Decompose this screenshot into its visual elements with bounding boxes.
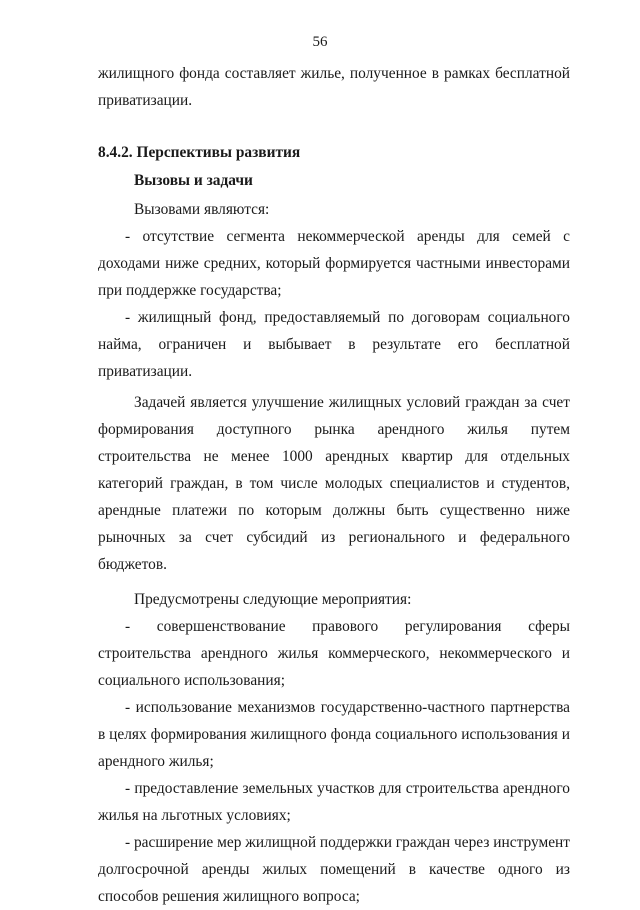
- challenge-item: - жилищный фонд, предоставляемый по договорам социального найма, ограничен и выбывает в результате его бесплатной приватизации.: [98, 309, 570, 380]
- section-subheading: Вызовы и задачи: [134, 172, 253, 189]
- measure-item: - расширение мер жилищной поддержки граждан через инструмент долгосрочной аренды жилых помещений в качестве одного из способов решения жилищного вопроса;: [98, 834, 570, 905]
- measure-item: - предоставление земельных участков для строительства арендного жилья на льготных условиях;: [98, 780, 570, 824]
- intro-paragraph: жилищного фонда составляет жилье, полученное в рамках бесплатной приватизации.: [98, 65, 570, 109]
- measures-intro: Предусмотрены следующие мероприятия:: [134, 591, 412, 608]
- measure-item: - совершенствование правового регулирования сферы строительства арендного жилья коммерческого, некоммерческого и социального использования;: [98, 618, 570, 689]
- challenges-intro: Вызовами являются:: [134, 201, 270, 218]
- measure-item: - использование механизмов государственно-частного партнерства в целях формирования жилищного фонда социального использования и арендного жилья;: [98, 699, 570, 770]
- page-body: [98, 60, 570, 910]
- challenge-item: - отсутствие сегмента некоммерческой аренды для семей с доходами ниже средних, который формируется частными инвесторами при поддержке государства;: [98, 228, 570, 299]
- page-number: 56: [312, 34, 328, 50]
- section-heading: 8.4.2. Перспективы развития: [98, 144, 301, 161]
- task-paragraph: Задачей является улучшение жилищных условий граждан за счет формирования доступного рынка арендного жилья путем строительства не менее 1000 арендных квартир для отдельных категорий граждан, в том числе молодых специалистов и студентов, арендные платежи по которым должны быть существенно ниже рыночных за счет субсидий из регионального и федерального бюджетов.: [98, 394, 570, 573]
